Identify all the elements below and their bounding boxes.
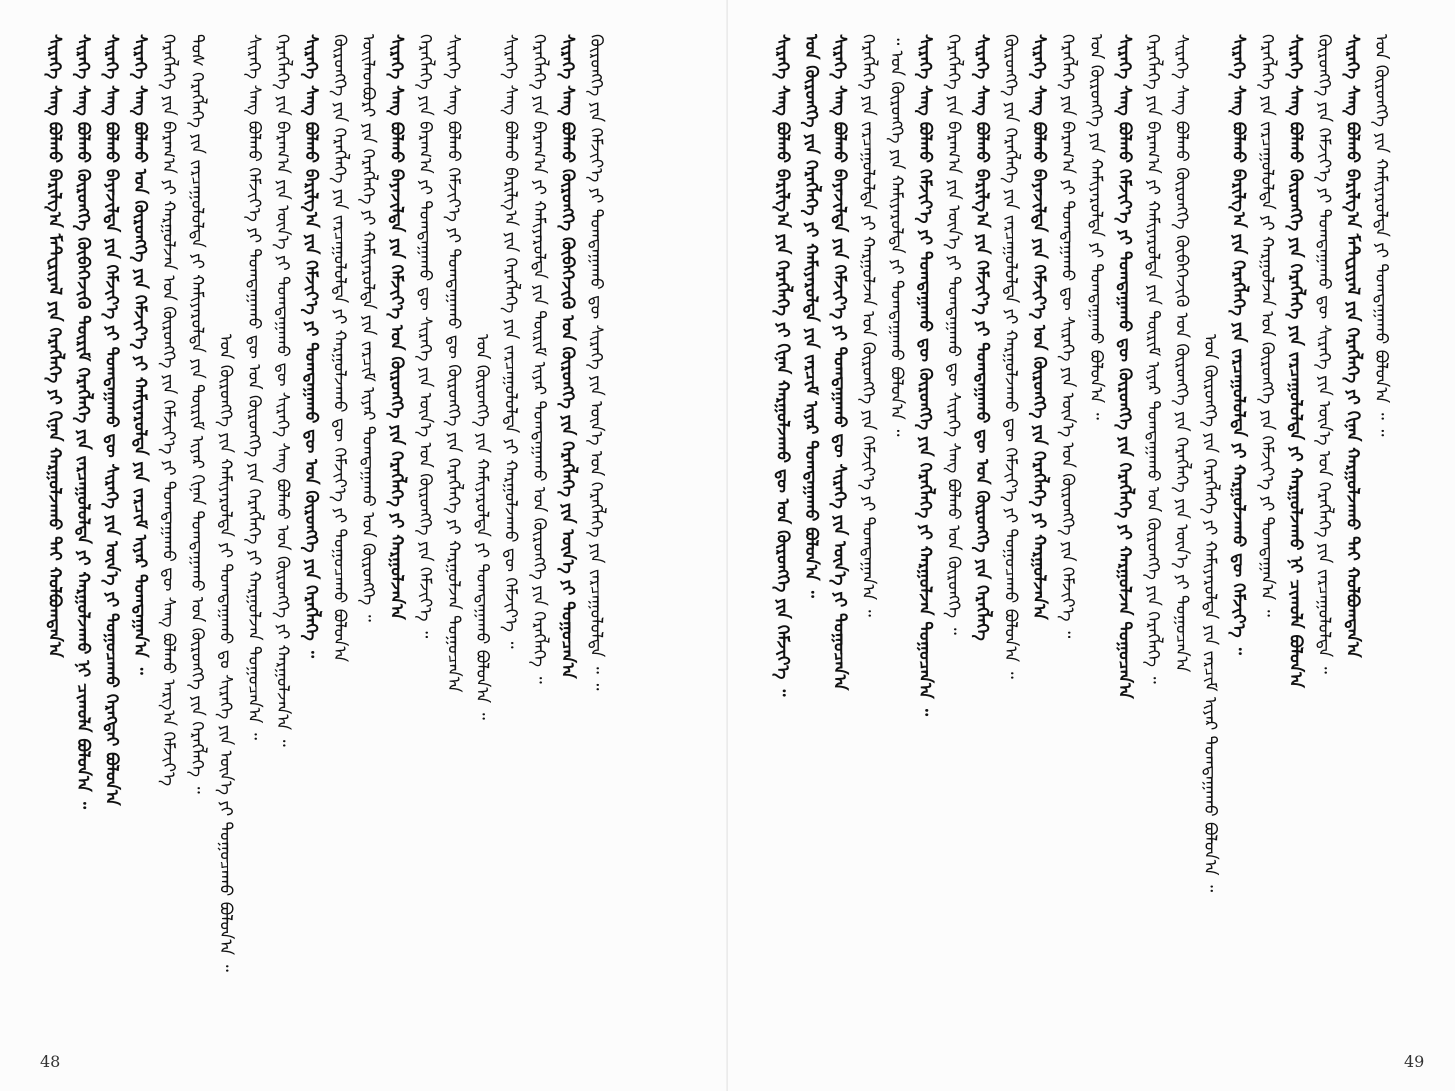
text-column: ᠬᠡᠷᠡᠭᠯᠡᠭᠡ ᠶᠢᠨ ᠪᠠᠷᠠᠭ᠎ᠠ ᠶᠢ ᠲᠣᠭᠲᠠᠭᠠᠬᠤ ᠳᠦ ᠰᠢᠷᠡᠭᠡ ᠶᠢᠨ ᠦᠨ᠎ᠡ ᠡᠳ ᠬᠥᠷᠥᠩᠭᠡ ᠶᠢᠨ ᠬᠡᠮᠵᠢᠶ᠎ᠡ ᠃: [1057, 34, 1078, 639]
text-column: ᠰᠢᠷᠡᠭᠡ ᠰᠠᠩ ᠪᠣᠯᠬᠤ ᠬᠥᠷᠥᠩᠭᠡ ᠬᠥᠪᠡᠭᠡᠵᠢᠬᠦ ᠡᠳ ᠬᠥᠷᠥᠩᠭᠡ ᠶᠢᠨ ᠬᠡᠷᠡᠭᠯᠡᠭᠡ ᠶᠢᠨ ᠦᠨ᠎ᠡ ᠶᠢ ᠲᠣᠭᠣᠴᠠᠨ᠎ᠠ: [557, 34, 578, 679]
text-column: ᠬᠥᠷᠥᠩᠭᠡ ᠶᠢᠨ ᠬᠡᠮᠵᠢᠶ᠎ᠡ ᠶᠢ ᠲᠣᠭᠲᠠᠭᠠᠬᠤ ᠳᠦ ᠰᠢᠷᠡᠭᠡ ᠶᠢᠨ ᠦᠨ᠎ᠡ ᠡᠳ ᠬᠡᠷᠡᠭᠯᠡᠭᠡ ᠶᠢᠨ ᠵᠠᠷᠴᠠᠭᠤᠯᠤᠯᠲᠠ ᠃ ᠃: [586, 34, 606, 691]
left-page-text-block: [40, 34, 680, 1044]
text-column: ᠰᠢᠷᠡᠭᠡ ᠰᠠᠩ ᠪᠣᠯᠬᠤ ᠬᠥᠷᠥᠩᠭᠡ ᠬᠥᠪᠡᠭᠡᠵᠢᠬᠦ ᠡᠳ ᠬᠥᠷᠥᠩᠭᠡ ᠶᠢᠨ ᠬᠡᠷᠡᠭᠯᠡᠭᠡ ᠶᠢᠨ ᠦᠨ᠎ᠡ ᠶᠢ ᠲᠣᠭᠣᠴᠠᠨ᠎ᠠ: [1171, 34, 1192, 673]
left-page-number: 48: [40, 1052, 61, 1071]
text-column: ᠡᠳ ᠬᠥᠷᠥᠩᠭᠡ ᠶᠢᠨ ᠬᠠᠮᠢᠶᠠᠷᠤᠯᠲᠠ ᠶᠢ ᠲᠣᠭᠲᠠᠭᠠᠬᠤ ᠳᠤ ᠰᠢᠷᠡᠭᠡ ᠶᠢᠨ ᠦᠨ᠎ᠡ ᠶᠢ ᠲᠣᠭᠣᠴᠠᠬᠤ ᠪᠣᠯᠤᠨ᠎ᠠ ᠃: [215, 334, 236, 972]
text-column: ᠰᠢᠷᠡᠭᠡ ᠰᠠᠩ ᠪᠣᠯᠬᠤ ᠬᠥᠷᠥᠩᠭᠡ ᠬᠥᠪᠡᠭᠡᠵᠢᠬᠦ ᠳᠦᠷᠢᠮ ᠬᠡᠷᠡᠭᠯᠡᠭᠡ ᠶᠢᠨ ᠵᠠᠷᠴᠠᠭᠤᠯᠤᠯᠲᠠ ᠶᠢ ᠬᠠᠷᠭᠤᠯᠵᠠᠬᠤ ᠨᠢ ᠴᠢᠬᠤᠯᠠ ᠪᠣᠯᠤᠨ᠎ᠠ ᠃: [73, 34, 93, 809]
text-column: ᠬᠥᠷᠥᠩᠭᠡ ᠶᠢᠨ ᠬᠡᠷᠡᠭᠯᠡᠭᠡ ᠶᠢᠨ ᠵᠠᠷᠴᠠᠭᠤᠯᠤᠯᠲᠠ ᠶᠢ ᠬᠠᠷᠭᠤᠯᠵᠠᠬᠤ ᠳᠦ ᠬᠡᠮᠵᠢᠶ᠎ᠡ ᠶᠢ ᠲᠣᠭᠣᠴᠠᠬᠤ ᠪᠣᠯᠤᠨ᠎ᠠ ᠃: [1000, 34, 1021, 679]
text-column: ᠰᠢᠷᠡᠭᠡ ᠰᠠᠩ ᠪᠣᠯᠬᠤ ᠪᠠᠷᠢᠯᠭ᠎ᠠ ᠮᠠᠲᠧᠷᠢᠶᠠᠯ ᠶᠢᠨ ᠬᠡᠷᠡᠭᠯᠡᠭᠡ ᠶᠢ ᠬᠢᠨᠠᠨ ᠬᠠᠷᠭᠤᠯᠵᠠᠬᠤ ᠲᠠᠢ ᠬᠣᠯᠪᠣᠭᠳᠠᠨ᠎ᠠ: [44, 34, 65, 658]
text-column: ᠃ ᠡᠳ ᠬᠥᠷᠥᠩᠭᠡ ᠶᠢᠨ ᠬᠠᠮᠢᠶᠠᠷᠤᠯᠲᠠ ᠶᠢ ᠲᠣᠭᠲᠠᠭᠠᠬᠤ ᠪᠣᠯᠤᠨ᠎ᠠ ᠃: [886, 34, 907, 437]
text-column: ᠰᠢᠷᠡᠭᠡ ᠰᠠᠩ ᠪᠣᠯᠬᠤ ᠪᠠᠶᠠᠵᠢᠯᠲᠠ ᠶᠢᠨ ᠬᠡᠮᠵᠢᠶ᠎ᠡ ᠶᠢ ᠲᠣᠭᠲᠠᠭᠠᠬᠤ ᠳᠦ ᠰᠢᠷᠡᠭᠡ ᠶᠢᠨ ᠦᠨ᠎ᠡ ᠶᠢ ᠲᠣᠭᠣᠴᠠᠨ᠎ᠠ: [829, 34, 850, 691]
text-column: ᠰᠢᠷᠡᠭᠡ ᠰᠠᠩ ᠪᠣᠯᠬᠤ ᠪᠠᠷᠢᠯᠭ᠎ᠠ ᠶᠢᠨ ᠬᠡᠮᠵᠢᠶ᠎ᠡ ᠶᠢ ᠲᠣᠭᠲᠠᠭᠠᠬᠤ ᠳᠦ ᠡᠳ ᠬᠥᠷᠥᠩᠭᠡ ᠶᠢᠨ ᠬᠡᠷᠡᠭᠯᠡᠭᠡ: [972, 34, 992, 641]
text-column: ᠬᠡᠷᠡᠭᠯᠡᠭᠡ ᠶᠢᠨ ᠪᠠᠷᠠᠭ᠎ᠠ ᠶᠢ ᠲᠣᠭᠲᠠᠭᠠᠬᠤ ᠳᠦ ᠰᠢᠷᠡᠭᠡ ᠶᠢᠨ ᠦᠨ᠎ᠡ ᠡᠳ ᠬᠥᠷᠥᠩᠭᠡ ᠶᠢᠨ ᠬᠡᠮᠵᠢᠶ᠎ᠡ ᠃: [415, 34, 435, 639]
text-column: ᠰᠢᠷᠡᠭᠡ ᠰᠠᠩ ᠪᠣᠯᠬᠤ ᠬᠡᠮᠵᠢᠶ᠎ᠡ ᠶᠢ ᠲᠣᠭᠲᠠᠭᠠᠬᠤ ᠳᠦ ᠬᠥᠷᠥᠩᠭᠡ ᠶᠢᠨ ᠬᠡᠷᠡᠭᠯᠡᠭᠡ ᠶᠢ ᠬᠠᠷᠭᠤᠯᠵᠠᠨ ᠲᠣᠭᠣᠴᠠᠨ᠎ᠠ ᠃: [915, 34, 935, 716]
text-column: ᠲᠤᠰ ᠬᠡᠷᠡᠭᠯᠡᠭᠡ ᠶᠢᠨ ᠵᠠᠷᠴᠠᠭᠤᠯᠤᠯᠲᠠ ᠶᠢ ᠬᠠᠮᠢᠶᠠᠷᠤᠯᠲᠠ ᠶᠢᠨ ᠳᠦᠷᠢᠮ ᠢᠶᠠᠷ ᠬᠢᠨᠠᠨ ᠲᠣᠭᠲᠠᠭᠠᠬᠤ ᠡᠳ ᠬᠥᠷᠥᠩᠭᠡ ᠶᠢᠨ ᠬᠡᠷᠡᠭᠯᠡᠭᠡ ᠃: [187, 34, 207, 794]
text-column: ᠬᠡᠷᠡᠭᠯᠡᠭᠡ ᠶᠢᠨ ᠪᠠᠷᠠᠭ᠎ᠠ ᠶᠢ ᠬᠠᠷᠭᠤᠯᠵᠠᠨ ᠡᠳ ᠬᠥᠷᠥᠩᠭᠡ ᠶᠢᠨ ᠬᠡᠮᠵᠢᠶ᠎ᠡ ᠶᠢ ᠲᠣᠭᠲᠠᠭᠠᠬᠤ ᠳᠦ ᠰᠠᠩ ᠪᠣᠯᠬᠤ ᠠᠷᠭ᠎ᠠ ᠬᠡᠮᠵᠢᠶ᠎ᠡ: [158, 34, 179, 787]
text-column: ᠰᠢᠷᠡᠭᠡ ᠰᠠᠩ ᠪᠣᠯᠬᠤ ᠪᠠᠷᠢᠯᠭ᠎ᠠ ᠶᠢᠨ ᠬᠡᠷᠡᠭᠯᠡᠭᠡ ᠶᠢ ᠬᠢᠨᠠᠨ ᠬᠠᠷᠭᠤᠯᠵᠠᠬᠤ ᠳᠦ ᠡᠳ ᠬᠥᠷᠥᠩᠭᠡ ᠶᠢᠨ ᠬᠡᠮᠵᠢᠶ᠎ᠡ ᠃: [772, 34, 793, 697]
text-column: ᠡᠳ ᠬᠥᠷᠥᠩᠭᠡ ᠶᠢᠨ ᠬᠡᠷᠡᠭᠯᠡᠭᠡ ᠶᠢ ᠬᠠᠮᠢᠶᠠᠷᠤᠯᠲᠠ ᠶᠢᠨ ᠵᠠᠷᠴᠢᠮ ᠢᠶᠠᠷ ᠲᠣᠭᠲᠠᠭᠠᠬᠤ ᠪᠣᠯᠤᠨ᠎ᠠ ᠃: [1200, 334, 1220, 893]
text-column: ᠰᠢᠷᠡᠭᠡ ᠰᠠᠩ ᠪᠣᠯᠬᠤ ᠪᠠᠷᠢᠯᠭ᠎ᠠ ᠶᠢᠨ ᠬᠡᠷᠡᠭᠯᠡᠭᠡ ᠶᠢᠨ ᠵᠠᠷᠴᠠᠭᠤᠯᠤᠯᠲᠠ ᠶᠢ ᠬᠠᠷᠭᠤᠯᠵᠠᠬᠤ ᠳᠦ ᠬᠡᠮᠵᠢᠶ᠎ᠡ ᠃: [500, 34, 521, 649]
text-column: ᠡᠳ ᠬᠥᠷᠥᠩᠭᠡ ᠶᠢᠨ ᠬᠠᠮᠢᠶᠠᠷᠤᠯᠲᠠ ᠶᠢ ᠲᠣᠭᠲᠠᠭᠠᠬᠤ ᠪᠣᠯᠤᠨ᠎ᠠ ᠃: [472, 334, 492, 720]
text-column: ᠬᠡᠷᠡᠭᠯᠡᠭᠡ ᠶᠢᠨ ᠪᠠᠷᠠᠭ᠎ᠠ ᠶᠢᠨ ᠦᠨ᠎ᠡ ᠶᠢ ᠲᠣᠭᠲᠠᠭᠠᠬᠤ ᠳᠦ ᠰᠢᠷᠡᠭᠡ ᠰᠠᠩ ᠪᠣᠯᠬᠤ ᠡᠳ ᠬᠥᠷᠥᠩᠭᠡ ᠃: [943, 34, 964, 635]
text-column: ᠰᠢᠷᠡᠭᠡ ᠰᠠᠩ ᠪᠣᠯᠬᠤ ᠡᠳ ᠬᠥᠷᠥᠩᠭᠡ ᠶᠢᠨ ᠬᠡᠮᠵᠢᠶ᠎ᠡ ᠶᠢ ᠬᠠᠮᠢᠶᠠᠷᠤᠯᠲᠠ ᠶᠢᠨ ᠵᠠᠷᠴᠢᠮ ᠢᠶᠠᠷ ᠲᠣᠭᠲᠠᠭᠠᠨ᠎ᠠ ᠃: [130, 34, 150, 675]
text-column: ᠬᠥᠷᠥᠩᠭᠡ ᠶᠢᠨ ᠬᠡᠷᠡᠭᠯᠡᠭᠡ ᠶᠢᠨ ᠵᠠᠷᠴᠠᠭᠤᠯᠤᠯᠲᠠ ᠶᠢ ᠬᠠᠷᠭᠤᠯᠵᠠᠬᠤ ᠳᠦ ᠬᠡᠮᠵᠢᠶ᠎ᠡ ᠶᠢ ᠲᠣᠭᠣᠴᠠᠬᠤ ᠪᠣᠯᠤᠨ᠎ᠠ: [329, 34, 350, 663]
text-column: ᠬᠡᠷᠡᠭᠯᠡᠭᠡ ᠶᠢᠨ ᠵᠠᠷᠴᠠᠭᠤᠯᠤᠯᠲᠠ ᠶᠢ ᠬᠠᠷᠭᠤᠯᠵᠠᠨ ᠡᠳ ᠬᠥᠷᠥᠩᠭᠡ ᠶᠢᠨ ᠬᠡᠮᠵᠢᠶ᠎ᠡ ᠶᠢ ᠲᠣᠭᠲᠠᠭᠠᠨ᠎ᠠ ᠃: [1257, 34, 1277, 617]
right-page-number: 49: [1404, 1052, 1425, 1071]
text-column: ᠬᠡᠷᠡᠭᠯᠡᠭᠡ ᠶᠢᠨ ᠪᠠᠷᠠᠭ᠎ᠠ ᠶᠢ ᠬᠠᠮᠢᠶᠠᠷᠤᠯᠲᠠ ᠶᠢᠨ ᠳᠦᠷᠢᠮ ᠢᠶᠠᠷ ᠲᠣᠭᠲᠠᠭᠠᠬᠤ ᠡᠳ ᠬᠥᠷᠥᠩᠭᠡ ᠶᠢᠨ ᠬᠡᠷᠡᠭᠯᠡᠭᠡ ᠃: [1143, 34, 1163, 684]
text-column: ᠬᠥᠷᠥᠩᠭᠡ ᠶᠢᠨ ᠬᠡᠮᠵᠢᠶ᠎ᠡ ᠶᠢ ᠲᠣᠭᠲᠠᠭᠠᠬᠤ ᠳᠦ ᠰᠢᠷᠡᠭᠡ ᠶᠢᠨ ᠦᠨ᠎ᠡ ᠡᠳ ᠬᠡᠷᠡᠭᠯᠡᠭᠡ ᠶᠢᠨ ᠵᠠᠷᠴᠠᠭᠤᠯᠤᠯᠲᠠ ᠃: [1314, 34, 1334, 674]
text-column: ᠰᠢᠷᠡᠭᠡ ᠰᠠᠩ ᠪᠣᠯᠬᠤ ᠬᠡᠮᠵᠢᠶ᠎ᠡ ᠶᠢ ᠲᠣᠭᠲᠠᠭᠠᠬᠤ ᠳᠦ ᠡᠳ ᠬᠥᠷᠥᠩᠭᠡ ᠶᠢᠨ ᠬᠡᠷᠡᠭᠯᠡᠭᠡ ᠶᠢ ᠬᠠᠷᠭᠤᠯᠵᠠᠨ ᠲᠣᠭᠣᠴᠠᠨ᠎ᠠ ᠃: [244, 34, 264, 740]
text-column: ᠰᠢᠷᠡᠭᠡ ᠰᠠᠩ ᠪᠣᠯᠬᠤ ᠪᠠᠷᠢᠯᠭ᠎ᠠ ᠶᠢᠨ ᠬᠡᠮᠵᠢᠶ᠎ᠡ ᠶᠢ ᠲᠣᠭᠲᠠᠭᠠᠬᠤ ᠳᠦ ᠡᠳ ᠬᠥᠷᠥᠩᠭᠡ ᠶᠢᠨ ᠬᠡᠷᠡᠭᠯᠡᠭᠡ ᠃: [301, 34, 321, 658]
text-column: ᠬᠡᠷᠡᠭᠯᠡᠭᠡ ᠶᠢᠨ ᠪᠠᠷᠠᠭ᠎ᠠ ᠶᠢᠨ ᠦᠨ᠎ᠡ ᠶᠢ ᠲᠣᠭᠲᠠᠭᠠᠬᠤ ᠳᠦ ᠰᠢᠷᠡᠭᠡ ᠰᠠᠩ ᠪᠣᠯᠬᠤ ᠡᠳ ᠬᠥᠷᠥᠩᠭᠡ ᠶᠢ ᠬᠠᠷᠭᠤᠯᠵᠠᠨ᠎ᠠ ᠃: [272, 34, 293, 747]
text-column: ᠰᠢᠷᠡᠭᠡ ᠰᠠᠩ ᠪᠣᠯᠬᠤ ᠬᠡᠮᠵᠢᠶ᠎ᠡ ᠶᠢ ᠲᠣᠭᠲᠠᠭᠠᠬᠤ ᠳᠦ ᠬᠥᠷᠥᠩᠭᠡ ᠶᠢᠨ ᠬᠡᠷᠡᠭᠯᠡᠭᠡ ᠶᠢ ᠬᠠᠷᠭᠤᠯᠵᠠᠨ ᠲᠣᠭᠣᠴᠠᠨ᠎ᠠ: [1114, 34, 1135, 699]
text-column: ᠡᠳ ᠬᠥᠷᠥᠩᠭᠡ ᠶᠢᠨ ᠬᠠᠮᠢᠶᠠᠷᠤᠯᠲᠠ ᠶᠢ ᠲᠣᠭᠲᠠᠭᠠᠬᠤ ᠪᠣᠯᠤᠨ᠎ᠠ ᠃: [1086, 34, 1106, 420]
right-page: [728, 0, 1455, 1091]
left-page: [0, 0, 727, 1091]
right-page-text-block: [768, 34, 1413, 1044]
text-column: ᠰᠢᠷᠡᠭᠡ ᠰᠠᠩ ᠪᠣᠯᠬᠤ ᠬᠥᠷᠥᠩᠭᠡ ᠶᠢᠨ ᠬᠡᠷᠡᠭᠯᠡᠭᠡ ᠶᠢᠨ ᠵᠠᠷᠴᠠᠭᠤᠯᠤᠯᠲᠠ ᠶᠢ ᠬᠠᠷᠭᠤᠯᠵᠠᠬᠤ ᠨᠢ ᠴᠢᠬᠤᠯᠠ ᠪᠣᠯᠤᠨ᠎ᠠ: [1285, 34, 1306, 688]
text-column: ᠰᠢᠷᠡᠭᠡ ᠰᠠᠩ ᠪᠣᠯᠬᠤ ᠪᠠᠶᠠᠵᠢᠯᠲᠠ ᠶᠢᠨ ᠬᠡᠮᠵᠢᠶ᠎ᠡ ᠡᠳ ᠬᠥᠷᠥᠩᠭᠡ ᠶᠢᠨ ᠬᠡᠷᠡᠭᠯᠡᠭᠡ ᠶᠢ ᠬᠠᠷᠭᠤᠯᠵᠠᠨ᠎ᠠ: [386, 34, 407, 620]
text-column: ᠬᠡᠷᠡᠭᠯᠡᠭᠡ ᠶᠢᠨ ᠵᠠᠷᠴᠠᠭᠤᠯᠤᠯᠲᠠ ᠶᠢ ᠬᠠᠷᠭᠤᠯᠵᠠᠨ ᠡᠳ ᠬᠥᠷᠥᠩᠭᠡ ᠶᠢᠨ ᠬᠡᠮᠵᠢᠶ᠎ᠡ ᠶᠢ ᠲᠣᠭᠲᠠᠭᠠᠨ᠎ᠠ ᠃: [858, 34, 878, 617]
text-column: ᠰᠢᠷᠡᠭᠡ ᠰᠠᠩ ᠪᠣᠯᠬᠤ ᠪᠠᠷᠢᠯᠭ᠎ᠠ ᠮᠠᠲᠧᠷᠢᠶᠠᠯ ᠶᠢᠨ ᠬᠡᠷᠡᠭᠯᠡᠭᠡ ᠶᠢ ᠬᠢᠨᠠᠨ ᠬᠠᠷᠭᠤᠯᠵᠠᠬᠤ ᠲᠠᠢ ᠬᠣᠯᠪᠣᠭᠳᠠᠨ᠎ᠠ: [1342, 34, 1363, 658]
text-column: ᠰᠢᠷᠡᠭᠡ ᠰᠠᠩ ᠪᠣᠯᠬᠤ ᠪᠠᠷᠢᠯᠭ᠎ᠠ ᠶᠢᠨ ᠬᠡᠷᠡᠭᠯᠡᠭᠡ ᠶᠢᠨ ᠵᠠᠷᠴᠠᠭᠤᠯᠤᠯᠲᠠ ᠶᠢ ᠬᠠᠷᠭᠤᠯᠵᠠᠬᠤ ᠳᠦ ᠬᠡᠮᠵᠢᠶ᠎ᠡ ᠃: [1228, 34, 1249, 655]
text-column: ᠬᠡᠷᠡᠭᠯᠡᠭᠡ ᠶᠢᠨ ᠪᠠᠷᠠᠭ᠎ᠠ ᠶᠢ ᠬᠠᠮᠢᠶᠠᠷᠤᠯᠲᠠ ᠶᠢᠨ ᠳᠦᠷᠢᠮ ᠢᠶᠠᠷ ᠲᠣᠭᠲᠠᠭᠠᠬᠤ ᠡᠳ ᠬᠥᠷᠥᠩᠭᠡ ᠶᠢᠨ ᠬᠡᠷᠡᠭᠯᠡᠭᠡ ᠃: [529, 34, 549, 684]
text-column: ᠡᠳ ᠬᠥᠷᠥᠩᠭᠡ ᠶᠢᠨ ᠬᠠᠮᠢᠶᠠᠷᠤᠯᠲᠠ ᠶᠢ ᠲᠣᠭᠲᠠᠭᠠᠬᠤ ᠪᠣᠯᠤᠨ᠎ᠠ ᠃ ᠃: [1371, 34, 1391, 437]
text-column: ᠰᠢᠷᠡᠭᠡ ᠰᠠᠩ ᠪᠣᠯᠬᠤ ᠪᠠᠶᠠᠵᠢᠯᠲᠠ ᠶᠢᠨ ᠬᠡᠮᠵᠢᠶ᠎ᠡ ᠡᠳ ᠬᠥᠷᠥᠩᠭᠡ ᠶᠢᠨ ᠬᠡᠷᠡᠭᠯᠡᠭᠡ ᠶᠢ ᠬᠠᠷᠭᠤᠯᠵᠠᠨ᠎ᠠ: [1029, 34, 1049, 620]
text-column: ᠦᠢᠯᠡᠳᠪᠦᠷᠢ ᠶᠢᠨ ᠬᠡᠷᠡᠭᠯᠡᠭᠡ ᠶᠢ ᠬᠠᠮᠢᠶᠠᠷᠤᠯᠲᠠ ᠶᠢᠨ ᠵᠠᠷᠴᠢᠮ ᠢᠶᠠᠷ ᠲᠣᠭᠲᠠᠭᠠᠬᠤ ᠡᠳ ᠬᠥᠷᠥᠩᠭᠡ ᠃: [358, 34, 378, 622]
text-column: ᠰᠢᠷᠡᠭᠡ ᠰᠠᠩ ᠪᠣᠯᠬᠤ ᠬᠡᠮᠵᠢᠶ᠎ᠡ ᠶᠢ ᠲᠣᠭᠲᠠᠭᠠᠬᠤ ᠳᠦ ᠬᠥᠷᠥᠩᠭᠡ ᠶᠢᠨ ᠬᠡᠷᠡᠭᠯᠡᠭᠡ ᠶᠢ ᠬᠠᠷᠭᠤᠯᠵᠠᠨ ᠲᠣᠭᠣᠴᠠᠨ᠎ᠠ: [443, 34, 464, 693]
text-column: ᠰᠢᠷᠡᠭᠡ ᠰᠠᠩ ᠪᠣᠯᠬᠤ ᠪᠠᠶᠠᠵᠢᠯᠲᠠ ᠶᠢᠨ ᠬᠡᠮᠵᠢᠶ᠎ᠡ ᠶᠢ ᠲᠣᠭᠲᠠᠭᠠᠬᠤ ᠳᠦ ᠰᠢᠷᠡᠭᠡ ᠶᠢᠨ ᠦᠨ᠎ᠡ ᠶᠢ ᠲᠣᠭᠣᠴᠠᠬᠤ ᠬᠡᠷᠡᠭᠲᠡᠢ ᠪᠣᠯᠤᠨ᠎ᠠ: [101, 34, 122, 806]
text-column: ᠡᠳ ᠬᠥᠷᠥᠩᠭᠡ ᠶᠢᠨ ᠬᠡᠷᠡᠭᠯᠡᠭᠡ ᠶᠢ ᠬᠠᠮᠢᠶᠠᠷᠤᠯᠲᠠ ᠶᠢᠨ ᠵᠠᠷᠴᠢᠮ ᠢᠶᠠᠷ ᠲᠣᠭᠲᠠᠭᠠᠬᠤ ᠪᠣᠯᠤᠨ᠎ᠠ ᠃: [801, 34, 821, 598]
